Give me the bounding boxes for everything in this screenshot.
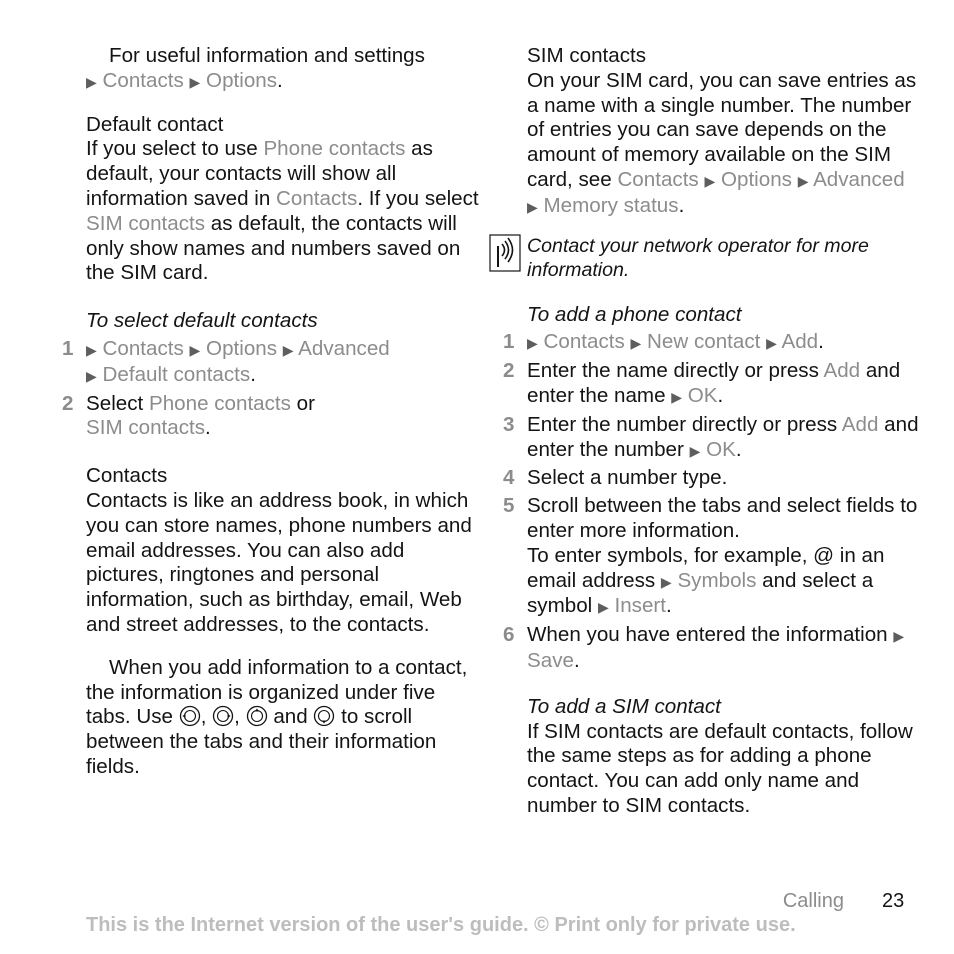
add-phone-steps [503,330,927,673]
nav-down-key-icon [313,705,335,727]
contacts-paragraph: Contacts is like an address book, in which you can store names, phone numbers and email addresses. You can also add pictures, ringtones and personal information, such as birthday, email, Web and street addresses, to the contacts. [86,488,472,636]
arrow-icon: ▶ [893,628,905,645]
arrow-icon: ▶ [189,341,201,358]
arrow-icon: ▶ [671,388,683,405]
list-item: 6 When you have entered the information ▶ Save. [503,623,905,672]
list-item: 2 Select Phone contacts or SIM contacts. [62,391,315,440]
nav-right-key-icon [212,705,234,727]
section-heading-contacts: Contacts [86,464,168,488]
list-item: 1 ▶ Contacts ▶ New contact ▶ Add. [503,330,824,354]
menu-options: Options [206,68,278,92]
left-column [62,44,481,780]
arrow-icon: ▶ [597,599,609,616]
arrow-icon: ▶ [689,442,701,459]
arrow-icon: ▶ [527,335,538,352]
section-heading-sim-contacts: SIM contacts [527,44,647,67]
arrow-icon: ▶ [704,172,716,189]
list-item: 3 Enter the number directly or press Add and enter the number ▶ OK. [503,412,919,461]
footer-section-name: Calling [782,890,844,912]
procedure-heading-add-phone: To add a phone contact [527,302,742,326]
sim-contacts-paragraph: On your SIM card, you can save entries as a name with a single number. The number of entries you can save depends on the amount of memory available on the SIM card, see Contacts ▶ Options ▶ Advanced ▶ Memory status. [527,68,917,217]
arrow-icon: ▶ [189,73,201,90]
select-default-steps [62,336,481,441]
arrow-icon: ▶ [86,73,97,90]
arrow-icon: ▶ [766,335,777,352]
list-item: 2 Enter the name directly or press Add and enter the name ▶ OK. [503,359,901,407]
procedure-heading-select-default: To select default contacts [86,309,318,333]
nav-left-key-icon [179,705,201,727]
arrow-icon: ▶ [86,341,97,358]
note-box [527,234,927,282]
default-contact-paragraph: If you select to use Phone contacts as default, your contacts will show all information saved in Contacts. If you select SIM contacts as default, the contacts will only show names and numbers saved on the SIM card. [86,137,479,285]
arrow-icon: ▶ [282,341,294,358]
procedure-heading-add-sim: To add a SIM contact [527,694,721,718]
list-item: 4 Select a number type. [503,466,728,490]
tabs-paragraph: When you add information to a contact, the information is organized under five tabs. Use , , and to scroll between the tabs and their information fields. [86,655,468,778]
list-item: 1 ▶ Contacts ▶ Options ▶ Advanced ▶ Default contacts. [62,336,390,386]
arrow-icon: ▶ [86,367,97,384]
list-item: 5 Scroll between the tabs and select fields to enter more information. To enter symbols, for example, @ in an email address ▶ Symbols and select a symbol ▶ Insert. [503,494,918,618]
network-operator-icon [489,234,521,272]
footer-disclaimer: This is the Internet version of the user's guide. © Print only for private use. [86,914,796,936]
intro-paragraph: For useful information and settings ▶ Contacts ▶ Options. [86,44,425,92]
arrow-icon: ▶ [527,198,538,215]
arrow-icon: ▶ [797,172,809,189]
page-number: 23 [882,890,905,912]
section-heading-default-contact: Default contact [86,112,224,136]
note-text: Contact your network operator for more information. [527,234,869,281]
menu-contacts: Contacts [102,68,184,92]
right-column [503,44,927,819]
add-sim-paragraph: If SIM contacts are default contacts, follow the same steps as for adding a phone contact. You can add only name and number to SIM contacts. [527,719,913,817]
arrow-icon: ▶ [660,573,672,590]
arrow-icon: ▶ [630,335,642,352]
nav-up-key-icon [246,705,268,727]
